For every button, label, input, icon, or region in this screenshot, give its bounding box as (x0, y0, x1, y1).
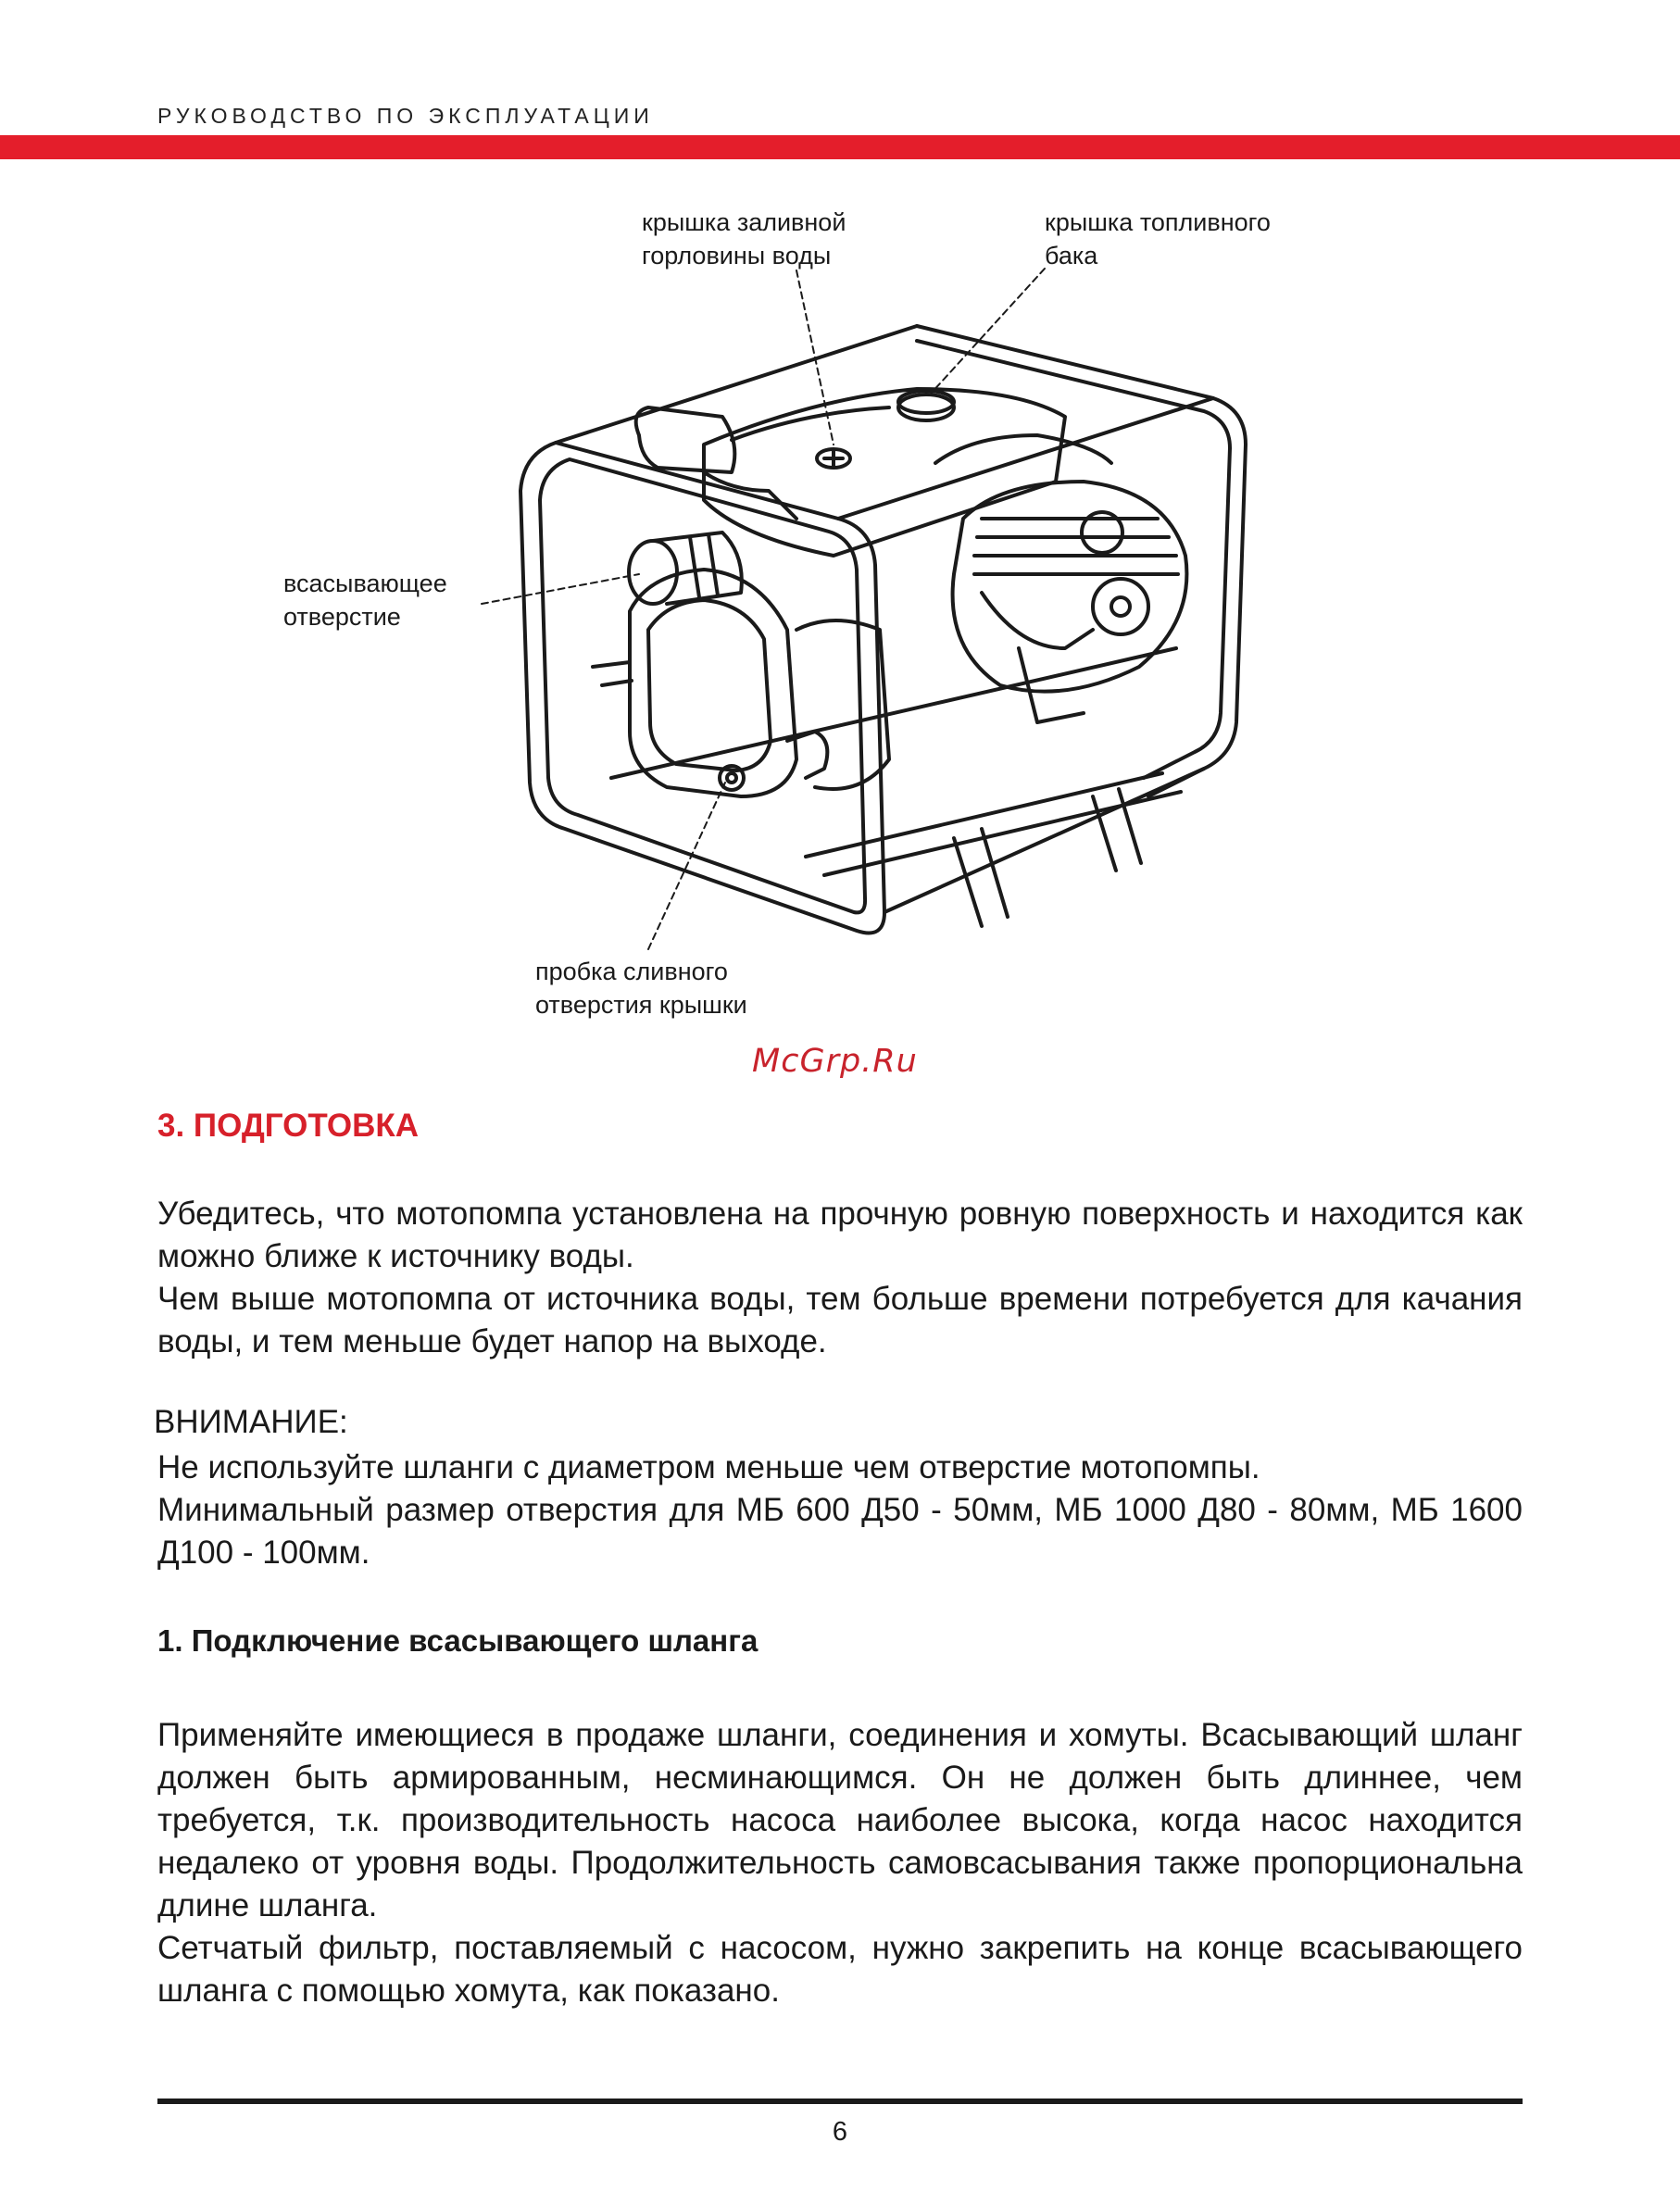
intro-text-1: Убедитесь, что мотопомпа установлена на прочную ровную поверхность и находится как можно ближе к источнику воды. (157, 1196, 1523, 1274)
callout-water-cap-line2: горловины воды (642, 242, 832, 269)
watermark: McGrp.Ru (752, 1043, 918, 1080)
callout-drain-plug (535, 955, 747, 1021)
callout-fuel-cap-line1: крышка топливного (1045, 208, 1271, 236)
motor-pump-illustration (0, 0, 1680, 1028)
fuel-tank (704, 389, 1065, 556)
callout-fuel-cap-line2: бака (1045, 242, 1098, 269)
callout-water-cap (642, 206, 846, 272)
attention-text-1: Не используйте шланги с диаметром меньше чем отверстие мотопомпы. (157, 1449, 1260, 1485)
leader-lines (482, 269, 1045, 949)
suction-port (629, 532, 742, 604)
subsection-text-1: Применяйте имеющиеся в продаже шланги, соединения и хомуты. Всасывающий шланг должен быть армированным, несминающимся. Он не должен быть длиннее, чем требуется, т.к. производительность насоса наиболее высока, когда насос находится недалеко от уровня воды. Продолжительность самовсасывания также пропорциональна длине шланга. (157, 1717, 1523, 1923)
callout-suction-port-line1: всасывающее (283, 570, 447, 597)
engine-block (935, 435, 1186, 722)
subsection-text-2: Сетчатый фильтр, поставляемый с насосом, нужно закрепить на конце всасывающего шланга с помощью хомута, как показано. (157, 1930, 1523, 2009)
callout-drain-plug-line2: отверстия крышки (535, 991, 747, 1019)
section-title: 3. ПОДГОТОВКА (157, 1108, 420, 1144)
intro-text-2: Чем выше мотопомпа от источника воды, тем больше времени потребуется для качания воды, и тем меньше будет напор на выходе. (157, 1281, 1523, 1359)
subsection-title: 1. Подключение всасывающего шланга (157, 1623, 759, 1658)
attention-title: ВНИМАНИЕ: (154, 1404, 348, 1440)
callout-suction-port (283, 567, 447, 633)
attention-text-2: Минимальный размер отверстия для МБ 600 Д50 - 50мм, МБ 1000 Д80 - 80мм, МБ 1600 Д100 - 100мм. (157, 1492, 1523, 1571)
intro-paragraph (157, 1193, 1523, 1363)
page-number: 6 (832, 2117, 848, 2147)
subsection-paragraph (157, 1714, 1523, 2012)
callout-suction-port-line2: отверстие (283, 603, 401, 631)
footer-rule (157, 2099, 1523, 2104)
header-title: РУКОВОДСТВО ПО ЭКСПЛУАТАЦИИ (157, 104, 654, 128)
pump-casing (593, 570, 889, 796)
attention-paragraph (157, 1447, 1523, 1574)
callout-fuel-cap (1045, 206, 1271, 272)
callout-drain-plug-line1: пробка сливного (535, 958, 728, 985)
callout-water-cap-line1: крышка заливной (642, 208, 846, 236)
